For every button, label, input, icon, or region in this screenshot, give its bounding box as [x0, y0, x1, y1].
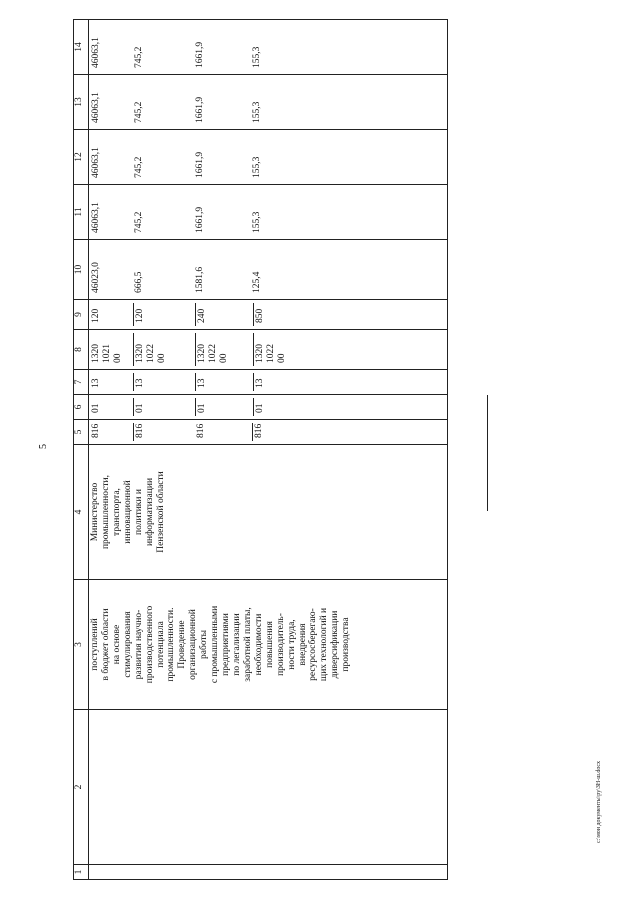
- amount-value: 1581,6: [195, 266, 205, 293]
- column-header-7: 7: [74, 370, 89, 395]
- target-item-code: 1320 1022 00: [196, 333, 254, 366]
- amount-col11-cell: [89, 185, 448, 240]
- target-item-code: 1320 1022 00: [255, 344, 287, 363]
- amount-value: 155,3: [252, 156, 262, 178]
- amount-value: 1661,9: [195, 96, 205, 123]
- amount-value: 46063,1: [91, 202, 101, 233]
- section-code: 01: [255, 403, 265, 413]
- activity-description-cell: [89, 580, 448, 710]
- target-item-code: 1320 1022 00: [134, 333, 196, 366]
- table-row: [89, 20, 448, 880]
- grbs-code: 816: [90, 423, 134, 441]
- amount-value: 1661,9: [195, 206, 205, 233]
- subsection-code: 13: [90, 373, 134, 391]
- budget-table: [73, 19, 448, 880]
- expense-type-code: 120: [90, 303, 134, 326]
- expense-type-code: 850: [255, 308, 265, 323]
- responsible-executor: Министерство промышленности, транспорта, инновационной политики и информатизации Пензенской области: [90, 471, 166, 553]
- activity-description: поступлений в бюджет области на основе стимулирования развития научно- производственного потенциала промышленности. Проведение организационной работы с промышленными предприятиями по легализации заработной платы, необходимости повышения производитель- ности труда, внедрения ресурсосберегаю- щих технологий и диверсификации производства: [90, 605, 352, 684]
- divider-line: [487, 395, 488, 511]
- amount-value: 155,3: [252, 101, 262, 123]
- section-code: 01: [134, 398, 196, 416]
- column-header-9: 9: [74, 300, 89, 330]
- grbs-code-cell: [89, 420, 448, 445]
- grbs-code: 816: [254, 423, 264, 438]
- section-code-cell: [89, 395, 448, 420]
- expense-type-code: 240: [196, 303, 254, 326]
- target-item-code: 1320 1021 00: [90, 333, 134, 366]
- section-code: 01: [196, 398, 254, 416]
- header-row: [74, 20, 89, 880]
- column-header-14: 14: [74, 20, 89, 75]
- amount-value: 125,4: [252, 271, 262, 293]
- amount-value: 155,3: [252, 46, 262, 68]
- column-header-3: 3: [74, 580, 89, 710]
- column-header-10: 10: [74, 240, 89, 300]
- column-header-1: 1: [74, 865, 89, 880]
- amount-col10-cell: [89, 240, 448, 300]
- column-header-5: 5: [74, 420, 89, 445]
- column-header-6: 6: [74, 395, 89, 420]
- grbs-code: 816: [195, 423, 253, 441]
- amount-col12-cell: [89, 130, 448, 185]
- column-header-12: 12: [74, 130, 89, 185]
- amount-col13-cell: [89, 75, 448, 130]
- amount-value: 1661,9: [195, 41, 205, 68]
- section-code: 01: [90, 398, 134, 416]
- expense-type-code-cell: [89, 300, 448, 330]
- target-item-code-cell: [89, 330, 448, 370]
- column-header-11: 11: [74, 185, 89, 240]
- amount-value: 155,3: [252, 211, 262, 233]
- expense-type-code: 120: [134, 303, 196, 326]
- amount-value: 46063,1: [91, 147, 101, 178]
- amount-value: 745,2: [134, 156, 144, 178]
- row-number-cell: [89, 865, 448, 880]
- amount-value: 46063,1: [91, 37, 101, 68]
- amount-value: 46063,1: [91, 92, 101, 123]
- column-header-4: 4: [74, 445, 89, 580]
- grbs-code: 816: [135, 423, 145, 438]
- subsection-code-cell: [89, 370, 448, 395]
- page-number: 5: [38, 444, 49, 449]
- amount-col14-cell: [89, 20, 448, 75]
- item-number-cell: [89, 710, 448, 865]
- amount-value: 46023,0: [91, 262, 101, 293]
- amount-value: 745,2: [134, 211, 144, 233]
- responsible-executor-cell: [89, 445, 448, 580]
- column-header-8: 8: [74, 330, 89, 370]
- column-header-2: 2: [74, 710, 89, 865]
- rotated-table-container: [73, 20, 448, 880]
- amount-value: 1661,9: [195, 151, 205, 178]
- column-header-13: 13: [74, 75, 89, 130]
- footer-file-path: c:\мои документы\ру\ЗН-ш.docx: [596, 760, 602, 843]
- amount-value: 745,2: [134, 46, 144, 68]
- subsection-code: 13: [196, 373, 254, 391]
- amount-value: 666,5: [134, 271, 144, 293]
- subsection-code: 13: [134, 373, 196, 391]
- amount-value: 745,2: [134, 101, 144, 123]
- subsection-code: 13: [255, 378, 265, 388]
